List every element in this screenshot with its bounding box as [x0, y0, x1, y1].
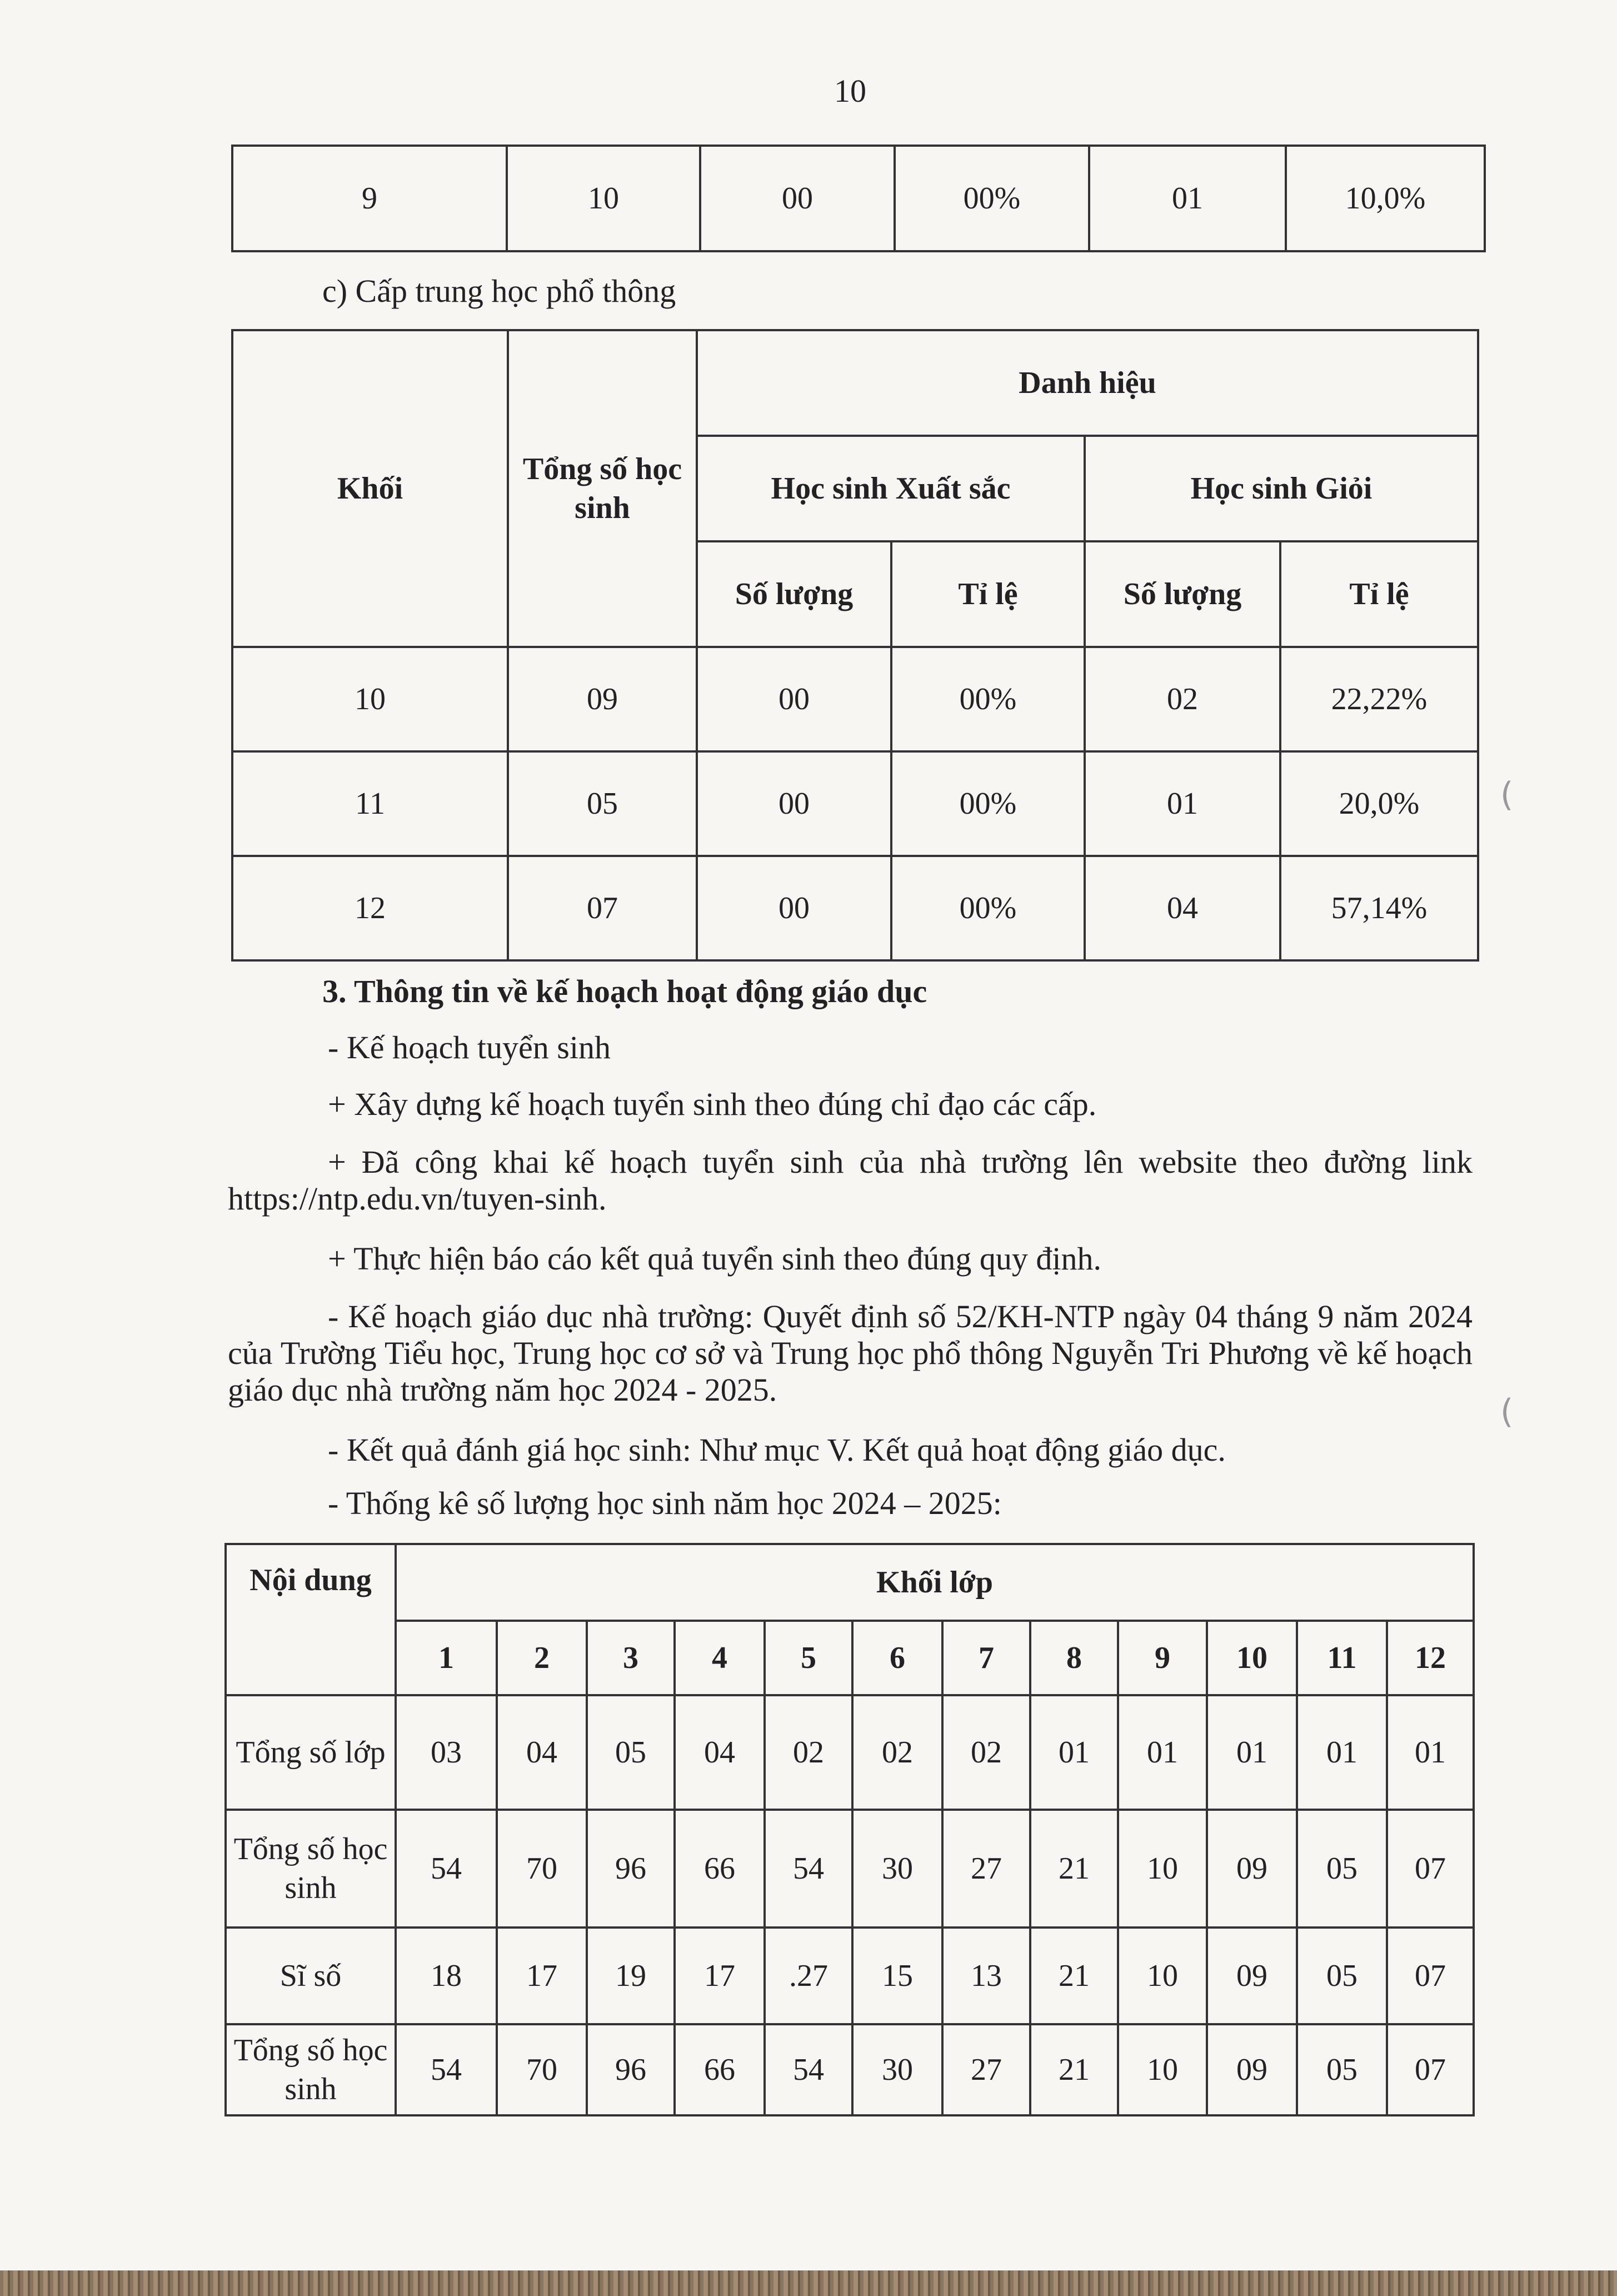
table-cell: 96	[587, 2024, 675, 2115]
table-cell: 01	[1387, 1695, 1474, 1810]
paragraph: - Kế hoạch giáo dục nhà trường: Quyết định số 52/KH-NTP ngày 04 tháng 9 năm 2024 của Trường Tiểu học, Trung học cơ sở và Trung học phổ thông Nguyễn Tri Phương về kế hoạch giáo dục nhà trường năm học 2024 - 2025.	[228, 1298, 1473, 1408]
table-cell: 09	[1207, 2024, 1297, 2115]
table-cell: 22,22%	[1280, 647, 1478, 751]
table-cell: 04	[497, 1695, 587, 1810]
grade-header: 5	[765, 1621, 852, 1695]
table-cell: 02	[1085, 647, 1280, 751]
table-cell: 10	[507, 146, 700, 251]
scan-mark: (	[1500, 1392, 1514, 1431]
table-cell: 30	[852, 2024, 942, 2115]
table-cell: .27	[765, 1928, 852, 2024]
grade-header: 3	[587, 1621, 675, 1695]
header-ti-le: Tỉ lệ	[891, 541, 1085, 647]
header-ti-le: Tỉ lệ	[1280, 541, 1478, 647]
table-row	[226, 1695, 1474, 1810]
table-cell: 05	[508, 751, 697, 856]
table-row	[232, 856, 1478, 960]
table-cell: 66	[675, 2024, 765, 2115]
grade-header: 9	[1118, 1621, 1207, 1695]
table-cell: 00	[700, 146, 895, 251]
table-cell: 09	[508, 647, 697, 751]
table-cell: 07	[1387, 2024, 1474, 2115]
table-cell: 05	[1297, 1810, 1387, 1928]
table-cell: 00	[697, 856, 891, 960]
table-cell: 01	[1297, 1695, 1387, 1810]
header-noi-dung: Nội dung	[226, 1544, 396, 1695]
table-header-row	[226, 1544, 1474, 1621]
grade-header: 7	[942, 1621, 1030, 1695]
table-cell: 57,14%	[1280, 856, 1478, 960]
row-label: Tổng số lớp	[226, 1695, 396, 1810]
grade-header: 11	[1297, 1621, 1387, 1695]
table-cell: 30	[852, 1810, 942, 1928]
table-cell: 10,0%	[1286, 146, 1485, 251]
table-cell: 00%	[891, 751, 1085, 856]
table-cell: 19	[587, 1928, 675, 2024]
header-so-luong: Số lượng	[697, 541, 891, 647]
section-3-heading: 3. Thông tin về kế hoạch hoạt động giáo dục	[322, 973, 927, 1009]
table-cell: 66	[675, 1810, 765, 1928]
table-cell: 00	[697, 647, 891, 751]
table-cell: 01	[1207, 1695, 1297, 1810]
paragraph: - Kế hoạch tuyển sinh	[328, 1029, 611, 1065]
table-cell: 09	[1207, 1810, 1297, 1928]
table-cell: 54	[765, 1810, 852, 1928]
paragraph: + Xây dựng kế hoạch tuyển sinh theo đúng chỉ đạo các cấp.	[328, 1086, 1097, 1122]
section-c-heading: c) Cấp trung học phổ thông	[322, 273, 676, 309]
scan-mark: (	[1500, 775, 1514, 814]
stats-table	[224, 1543, 1475, 2116]
table-row	[232, 647, 1478, 751]
table-cell: 00%	[891, 647, 1085, 751]
table-cell: 17	[497, 1928, 587, 2024]
table-cell: 01	[1030, 1695, 1118, 1810]
table-cell: 01	[1085, 751, 1280, 856]
table-cell: 03	[396, 1695, 497, 1810]
table-cell: 00%	[895, 146, 1089, 251]
table-header-row	[232, 330, 1478, 436]
table-cell: 20,0%	[1280, 751, 1478, 856]
continuation-table	[231, 145, 1486, 252]
table-cell: 21	[1030, 1928, 1118, 2024]
table-cell: 11	[232, 751, 508, 856]
table-cell: 18	[396, 1928, 497, 2024]
grade-header: 6	[852, 1621, 942, 1695]
table-cell: 10	[1118, 1810, 1207, 1928]
grade-header: 1	[396, 1621, 497, 1695]
table-cell: 02	[852, 1695, 942, 1810]
scan-edge	[0, 2270, 1617, 2296]
table-cell: 00	[697, 751, 891, 856]
paragraph: + Đã công khai kế hoạch tuyển sinh của nhà trường lên website theo đường link https://ntp.edu.vn/tuyen-sinh.	[228, 1144, 1473, 1217]
row-label: Tổng số học sinh	[226, 2024, 396, 2115]
grade-header: 4	[675, 1621, 765, 1695]
table-cell: 96	[587, 1810, 675, 1928]
table-cell: 04	[1085, 856, 1280, 960]
table-cell: 05	[1297, 1928, 1387, 2024]
paragraph: + Thực hiện báo cáo kết quả tuyển sinh theo đúng quy định.	[328, 1241, 1101, 1277]
table-cell: 15	[852, 1928, 942, 2024]
table-cell: 07	[1387, 1928, 1474, 2024]
table-cell: 00%	[891, 856, 1085, 960]
header-danh-hieu: Danh hiệu	[697, 330, 1478, 436]
table-cell: 21	[1030, 1810, 1118, 1928]
header-so-luong: Số lượng	[1085, 541, 1280, 647]
table-row	[232, 146, 1485, 251]
table-row	[232, 751, 1478, 856]
page-number: 10	[834, 73, 866, 109]
paragraph: - Thống kê số lượng học sinh năm học 2024 – 2025:	[328, 1485, 1002, 1521]
table-cell: 21	[1030, 2024, 1118, 2115]
paragraph: - Kết quả đánh giá học sinh: Như mục V. Kết quả hoạt động giáo dục.	[328, 1432, 1226, 1468]
thpt-table	[231, 329, 1479, 962]
table-cell: 70	[497, 2024, 587, 2115]
table-cell: 54	[396, 1810, 497, 1928]
table-cell: 54	[765, 2024, 852, 2115]
table-cell: 02	[942, 1695, 1030, 1810]
table-cell: 27	[942, 2024, 1030, 2115]
row-label: Sĩ số	[226, 1928, 396, 2024]
grade-header: 12	[1387, 1621, 1474, 1695]
table-cell: 09	[1207, 1928, 1297, 2024]
table-cell: 54	[396, 2024, 497, 2115]
table-cell: 07	[508, 856, 697, 960]
table-cell: 10	[1118, 2024, 1207, 2115]
table-header-row	[226, 1621, 1474, 1695]
grade-header: 10	[1207, 1621, 1297, 1695]
header-khoi: Khối	[232, 330, 508, 647]
table-cell: 07	[1387, 1810, 1474, 1928]
table-row	[226, 1810, 1474, 1928]
table-cell: 01	[1089, 146, 1286, 251]
grade-header: 8	[1030, 1621, 1118, 1695]
table-row	[226, 1928, 1474, 2024]
header-gioi: Học sinh Giỏi	[1085, 436, 1478, 541]
table-cell: 01	[1118, 1695, 1207, 1810]
table-row	[226, 2024, 1474, 2115]
table-cell: 05	[1297, 2024, 1387, 2115]
table-cell: 10	[232, 647, 508, 751]
table-cell: 04	[675, 1695, 765, 1810]
table-cell: 05	[587, 1695, 675, 1810]
row-label: Tổng số học sinh	[226, 1810, 396, 1928]
table-cell: 17	[675, 1928, 765, 2024]
table-cell: 9	[232, 146, 507, 251]
header-khoi-lop: Khối lớp	[396, 1544, 1474, 1621]
table-cell: 10	[1118, 1928, 1207, 2024]
header-xuat-sac: Học sinh Xuất sắc	[697, 436, 1085, 541]
table-cell: 12	[232, 856, 508, 960]
grade-header: 2	[497, 1621, 587, 1695]
table-cell: 70	[497, 1810, 587, 1928]
table-cell: 13	[942, 1928, 1030, 2024]
header-tong-so: Tổng số học sinh	[508, 330, 697, 647]
table-cell: 02	[765, 1695, 852, 1810]
table-cell: 27	[942, 1810, 1030, 1928]
